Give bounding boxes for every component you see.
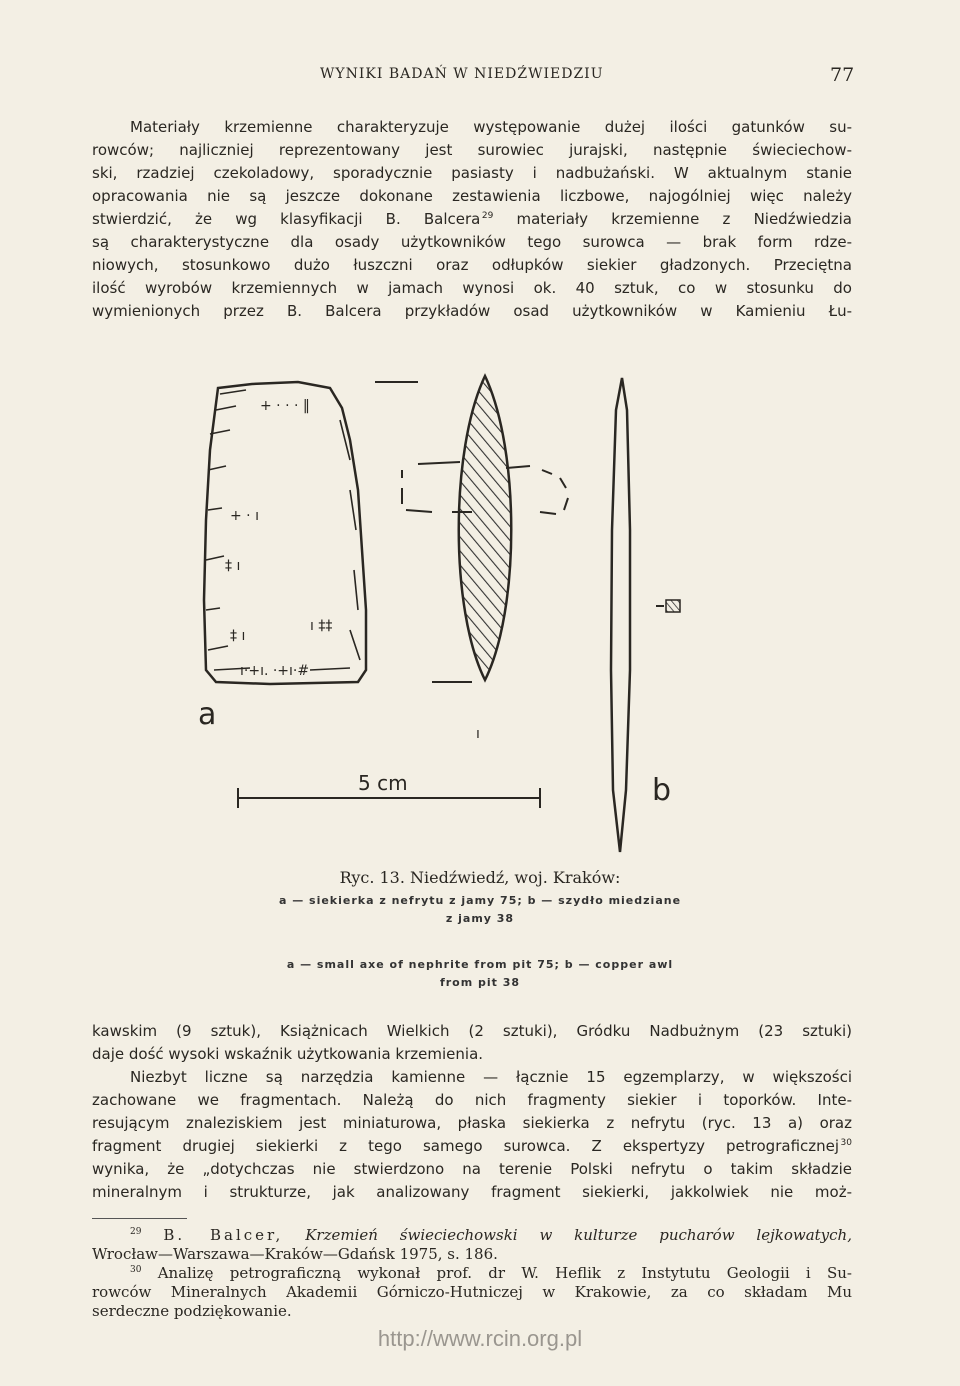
- text-line: rowców; najliczniej reprezentowany jest surowiec jurajski, następnie świeciechow-: [92, 141, 852, 159]
- footnote-line: [92, 1264, 852, 1283]
- awl-drawing: [611, 378, 630, 852]
- svg-text:+ · · · ‖: + · · · ‖: [260, 398, 310, 414]
- axe-section-drawing: [459, 376, 512, 680]
- text-line-part: stwierdzić, że wg klasyfikacji B. Balcera: [92, 210, 481, 228]
- footnote-author: B. Balcer,: [163, 1226, 284, 1244]
- caption-english-line1: a — small axe of nephrite from pit 75; b — copper awl: [286, 958, 674, 971]
- text-line: kawskim (9 sztuk), Książnicach Wielkich (2 sztuki), Gródku Nadbużnym (23 sztuki): [92, 1022, 852, 1040]
- footnote-30: [92, 1264, 852, 1321]
- text-line: mineralnym i strukturze, jak analizowany fragment siekierki, jakkolwiek nie moż-: [92, 1183, 852, 1201]
- caption-title: Ryc. 13. Niedźwiedź, woj. Kraków:: [339, 868, 621, 887]
- footnote-divider: [92, 1218, 187, 1219]
- figure-drawing: [190, 370, 730, 860]
- svg-text:+ · ı: + · ı: [230, 508, 259, 524]
- footnote-number: 29: [130, 1227, 142, 1237]
- footnote-line: serdeczne podziękowanie.: [92, 1302, 292, 1320]
- body-paragraph-bottom: [92, 1020, 852, 1204]
- axe-drawing: [204, 382, 366, 684]
- text-line: daje dość wysoki wskaźnik użytkowania krzemienia.: [92, 1045, 484, 1063]
- text-line: ilość wyrobów krzemiennych w jamach wynosi ok. 40 sztuk, co w stosunku do: [92, 279, 852, 297]
- footnote-number: 30: [130, 1265, 142, 1275]
- svg-text:‡ ı: ‡ ı: [225, 558, 241, 574]
- text-line: [92, 208, 852, 231]
- page-number: 77: [830, 64, 855, 86]
- page-header: [0, 66, 960, 86]
- text-line-part: fragment drugiej siekierki z tego samego surowca. Z ekspertyzy petrograficznej: [92, 1137, 840, 1155]
- text-line: opracowania nie są jeszcze dokonane zestawienia liczbowe, najogólniej więc należy: [92, 187, 852, 205]
- footnote-ref-29[interactable]: 29: [481, 211, 494, 221]
- text-line: ski, rzadziej czekoladowy, sporadycznie pasiasty i nadbużański. W aktualnym stanie: [92, 164, 852, 182]
- figure-13: [190, 370, 730, 860]
- text-line: [92, 1135, 852, 1158]
- body-paragraph-top: [92, 116, 852, 323]
- footnote-line: [92, 1226, 852, 1245]
- scale-label: 5 cm: [358, 771, 408, 795]
- footnote-ref-30[interactable]: 30: [840, 1138, 852, 1148]
- svg-text:ı ‡‡: ı ‡‡: [310, 618, 333, 634]
- footnote-line: Wrocław—Warszawa—Kraków—Gdańsk 1975, s. 186.: [92, 1245, 498, 1263]
- text-line: Niezbyt liczne są narzędzia kamienne — łącznie 15 egzemplarzy, w większości: [130, 1068, 852, 1086]
- svg-text:‡ ı: ‡ ı: [230, 628, 246, 644]
- footnote-work-title: Krzemień świeciechowski w kulturze pucharów lejkowatych,: [305, 1226, 852, 1244]
- text-line: niowych, stosunkowo dużo łuszczni oraz odłupków siekier gładzonych. Przeciętna: [92, 256, 852, 274]
- footnote-29: [92, 1226, 852, 1264]
- text-line: są charakterystyczne dla osady użytkowników tego surowca — brak form rdze-: [92, 233, 852, 251]
- awl-section: [666, 600, 680, 612]
- text-line: wynika, że „dotychczas nie stwierdzono na terenie Polski nefrytu o takim składzie: [92, 1160, 852, 1178]
- footnote-line: rowców Mineralnych Akademii Górniczo-Hutniczej w Krakowie, za co składam Mu: [92, 1283, 852, 1301]
- footnote-text: Analizę petrograficzną wykonał prof. dr W. Heflik z Instytutu Geologii i Su-: [157, 1264, 852, 1282]
- text-line: zachowane we fragmentach. Należą do nich fragmenty siekier i toporków. Inte-: [92, 1091, 852, 1109]
- watermark-url: http://www.rcin.org.pl: [377, 1326, 583, 1351]
- caption-polish-line1: a — siekierka z nefrytu z jamy 75; b — szydło miedziane: [278, 894, 682, 907]
- text-line-part: materiały krzemienne z Niedźwiedzia: [516, 210, 852, 228]
- running-title: WYNIKI BADAŃ W NIEDŹWIEDZIU: [320, 66, 604, 82]
- stray-mark: ı: [476, 726, 480, 742]
- text-line: resującym znaleziskiem jest miniaturowa, płaska siekierka z nefrytu (ryc. 13 a) oraz: [92, 1114, 852, 1132]
- figure-label-a: a: [198, 697, 217, 732]
- caption-polish-line2: z jamy 38: [445, 912, 515, 925]
- svg-text:ı·+ı. ·+ı·#: ı·+ı. ·+ı·#: [240, 663, 310, 679]
- figure-label-b: b: [652, 773, 672, 808]
- text-line: Materiały krzemienne charakteryzuje występowanie dużej ilości gatunków su-: [130, 118, 852, 136]
- caption-english-line2: from pit 38: [439, 976, 521, 989]
- text-line: wymienionych przez B. Balcera przykładów osad użytkowników w Kamieniu Łu-: [92, 302, 852, 320]
